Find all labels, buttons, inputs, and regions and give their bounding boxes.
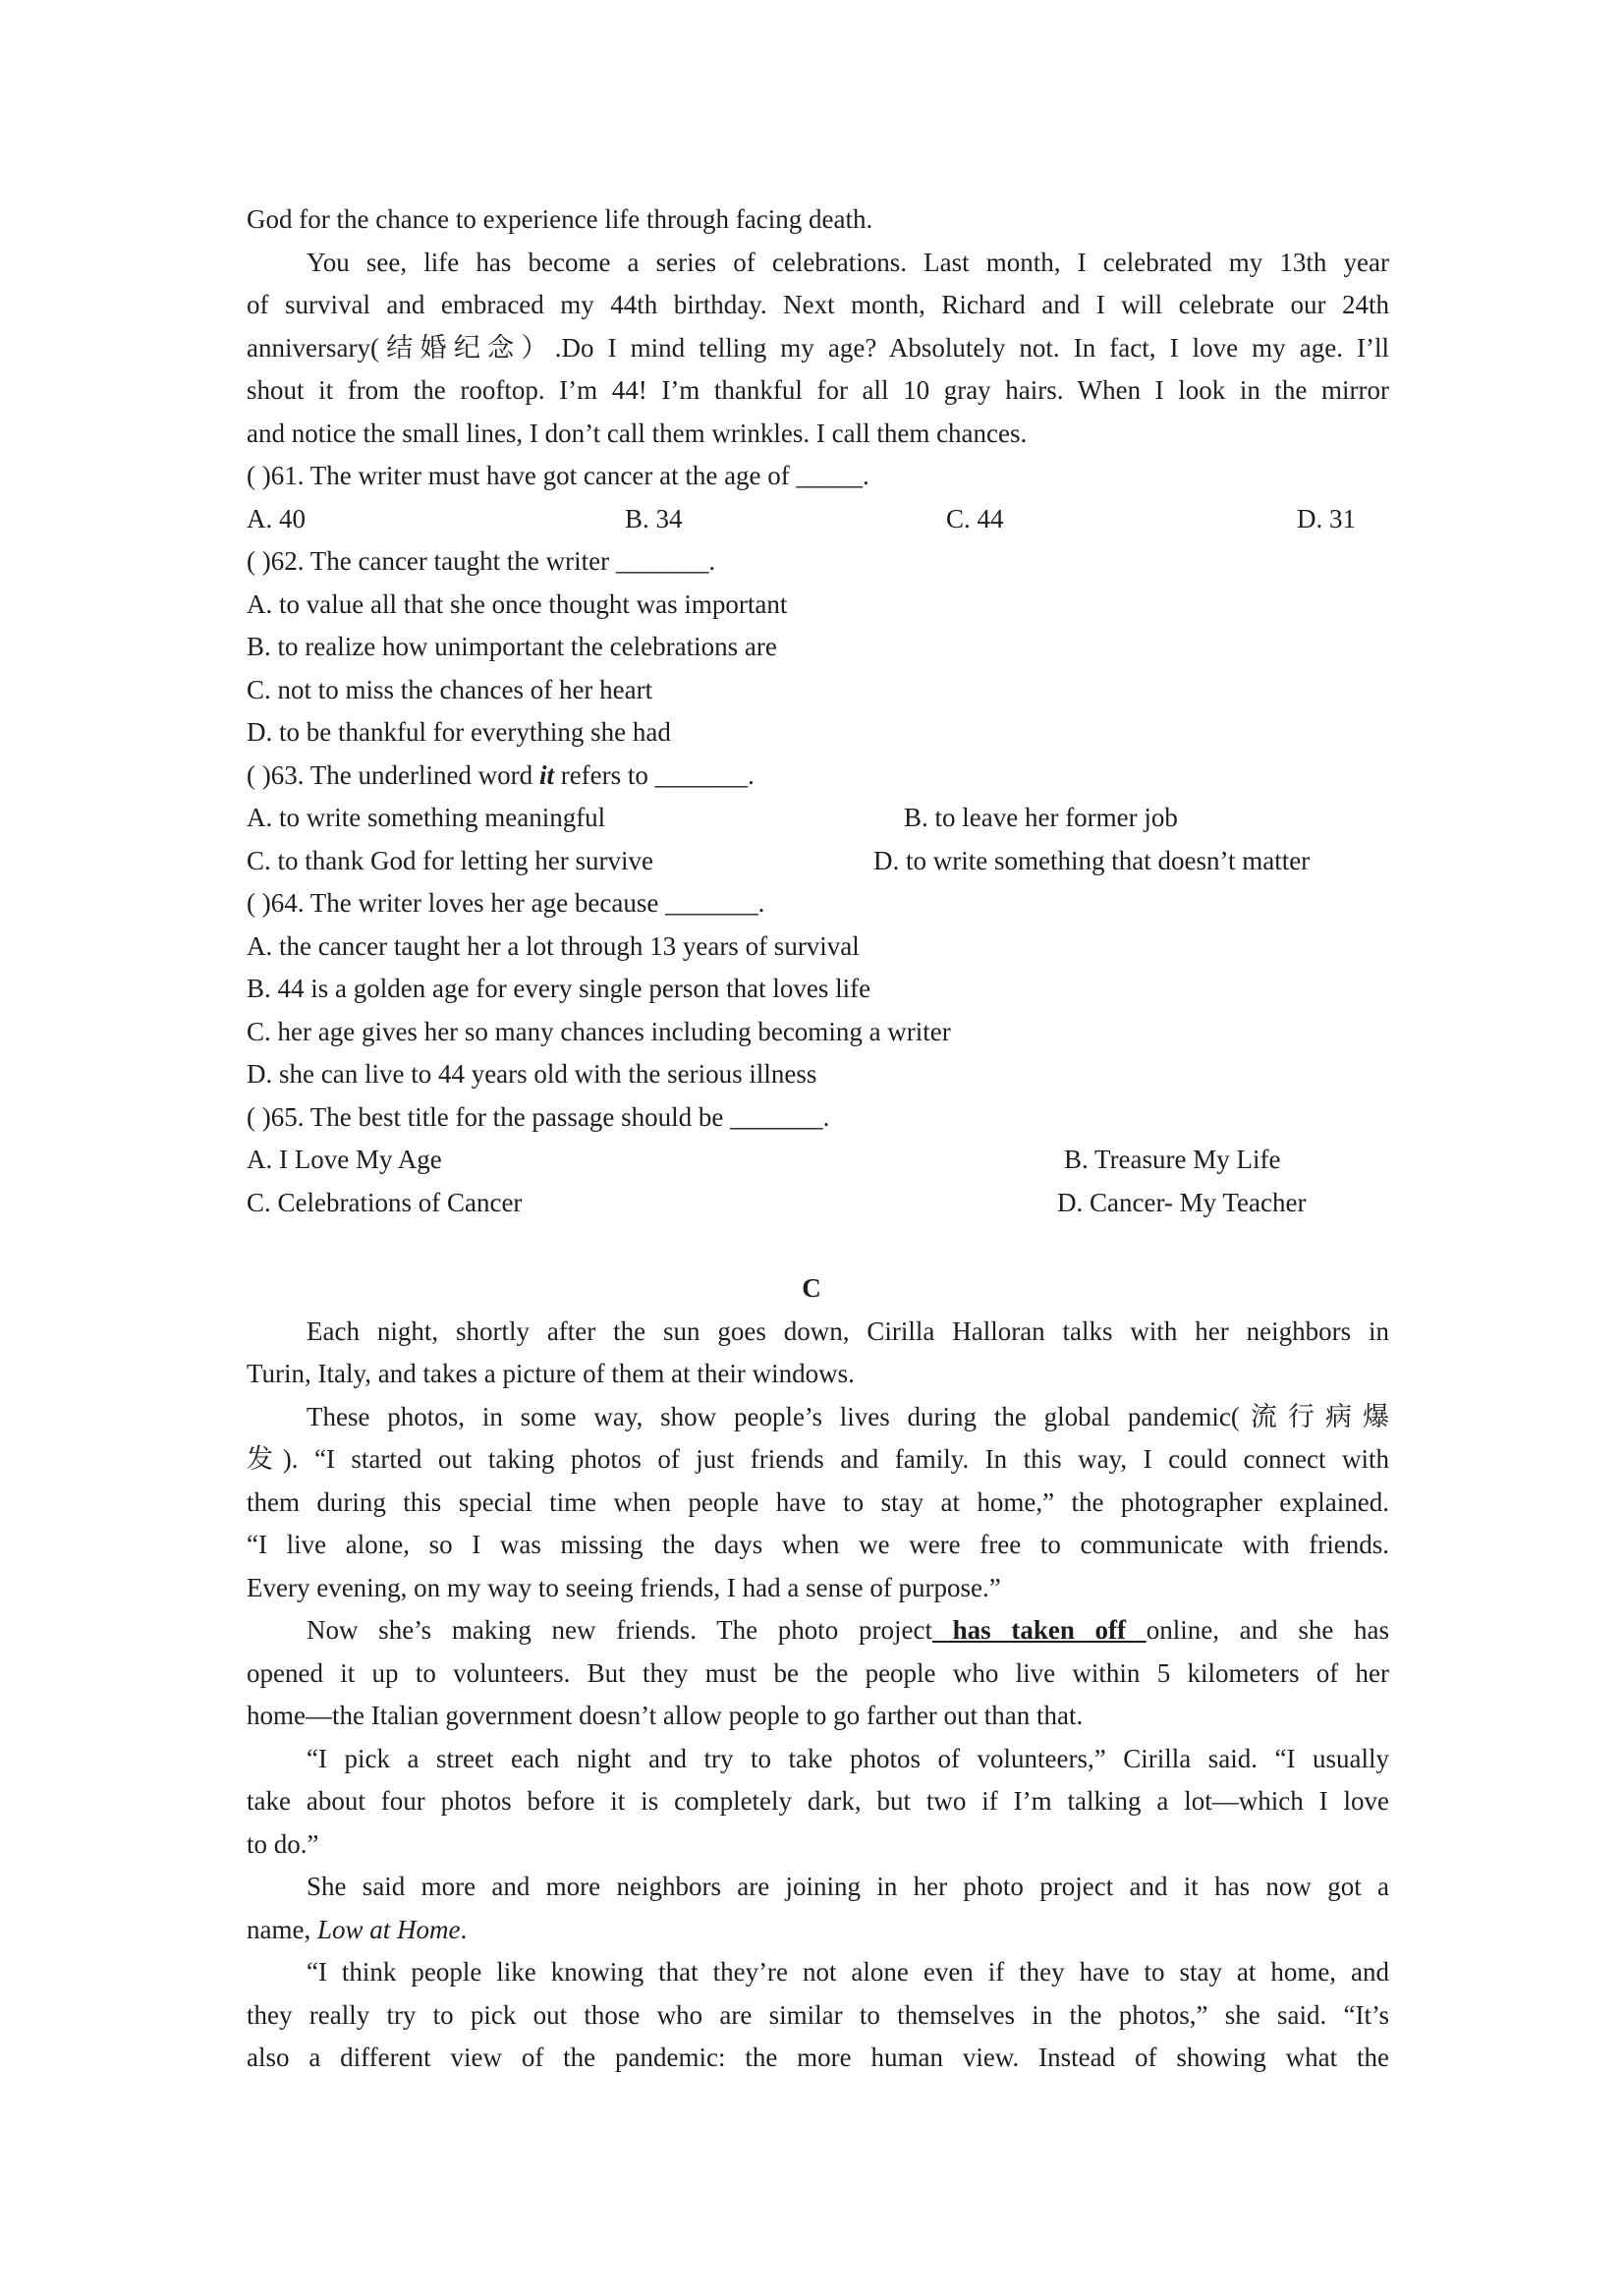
passage-text: name, [247,1915,317,1944]
question-62-option-b: B. to realize how unimportant the celebrations are [247,632,777,661]
question-63-option-c: C. to thank God for letting her survive [247,846,653,875]
passage-line: She said more and more neighbors are joining in her photo project and it has now got a [307,1872,1389,1901]
question-63-option-a: A. to write something meaningful [247,803,606,832]
passage-line: and notice the small lines, I don’t call them wrinkles. I call them chances. [247,419,1028,448]
passage-text: . [460,1915,468,1944]
question-62-option-d: D. to be thankful for everything she had [247,717,671,747]
question-61-stem: ( )61. The writer must have got cancer at the age of _____. [247,461,869,490]
question-63-stem-text-end: refers to _______. [553,760,755,790]
question-61-option-d: D. 31 [1297,504,1356,533]
question-62-option-c: C. not to miss the chances of her heart [247,675,653,704]
passage-line: take about four photos before it is completely dark, but two if I’m talking a lot—which I love [247,1786,1389,1816]
question-63-underlined-word: it [538,760,554,790]
question-63-stem-text: ( )63. The underlined word [247,760,539,790]
passage-line: “I pick a street each night and try to take photos of volunteers,” Cirilla said. “I usually [307,1744,1389,1773]
question-65-option-c: C. Celebrations of Cancer [247,1188,523,1217]
question-61-option-b: B. 34 [625,504,683,533]
question-64-option-a: A. the cancer taught her a lot through 13 years of survival [247,931,860,961]
underlined-phrase: has taken off [931,1615,1147,1645]
passage-line: home—the Italian government doesn’t allow people to go farther out than that. [247,1701,1084,1730]
question-63-option-b: B. to leave her former job [904,803,1178,832]
passage-line: Every evening, on my way to seeing friends, I had a sense of purpose.” [247,1573,1001,1602]
project-name: Low at Home [316,1915,461,1944]
passage-line: God for the chance to experience life through facing death. [247,204,873,234]
passage-text: Now she’s making new friends. The photo project [307,1615,932,1645]
question-65-option-d: D. Cancer- My Teacher [1057,1188,1307,1217]
passage-line: Each night, shortly after the sun goes down, Cirilla Halloran talks with her neighbors in [307,1316,1389,1346]
question-62-stem: ( )62. The cancer taught the writer _______. [247,546,716,576]
passage-line: shout it from the rooftop. I’m 44! I’m thankful for all 10 gray hairs. When I look in the mirror [247,375,1389,405]
question-64-stem: ( )64. The writer loves her age because _______. [247,888,765,918]
passage-line: also a different view of the pandemic: the more human view. Instead of showing what the [247,2043,1389,2072]
passage-line: “I think people like knowing that they’re not alone even if they have to stay at home, and [307,1957,1389,1987]
passage-line [247,1913,1389,1946]
passage-line: to do.” [247,1829,319,1859]
question-64-option-c: C. her age gives her so many chances including becoming a writer [247,1017,951,1046]
passage-line: anniversary(结婚纪念）.Do I mind telling my age? Absolutely not. In fact, I love my age. I’ll [247,333,1389,363]
question-64-option-d: D. she can live to 44 years old with the serious illness [247,1059,817,1089]
question-65-stem: ( )65. The best title for the passage should be _______. [247,1102,830,1132]
passage-line: These photos, in some way, show people’s lives during the global pandemic(流行病爆 [307,1402,1389,1431]
question-65-option-b: B. Treasure My Life [1064,1145,1281,1174]
passage-line: opened it up to volunteers. But they must be the people who live within 5 kilometers of her [247,1658,1389,1688]
passage-line: Turin, Italy, and takes a picture of them at their windows. [247,1359,855,1388]
question-63-stem [247,758,1389,792]
passage-line: “I live alone, so I was missing the days when we were free to communicate with friends. [247,1530,1389,1559]
passage-line: they really try to pick out those who are similar to themselves in the photos,” she said. “It’s [247,2000,1389,2030]
question-62-option-a: A. to value all that she once thought was important [247,589,788,619]
passage-line: them during this special time when people have to stay at home,” the photographer explained. [247,1487,1389,1517]
question-65-option-a: A. I Love My Age [247,1145,442,1174]
passage-line: of survival and embraced my 44th birthday. Next month, Richard and I will celebrate our 24th [247,290,1389,319]
question-64-option-b: B. 44 is a golden age for every single person that loves life [247,974,871,1003]
question-63-option-d: D. to write something that doesn’t matter [873,846,1311,875]
passage-line: 发). “I started out taking photos of just friends and family. In this way, I could connect with [247,1444,1389,1474]
passage-text: online, and she has [1146,1615,1389,1645]
question-61-option-c: C. 44 [946,504,1004,533]
passage-line [307,1613,1389,1647]
section-heading: C [802,1273,821,1303]
question-61-option-a: A. 40 [247,504,306,533]
passage-line: You see, life has become a series of celebrations. Last month, I celebrated my 13th year [307,248,1389,277]
